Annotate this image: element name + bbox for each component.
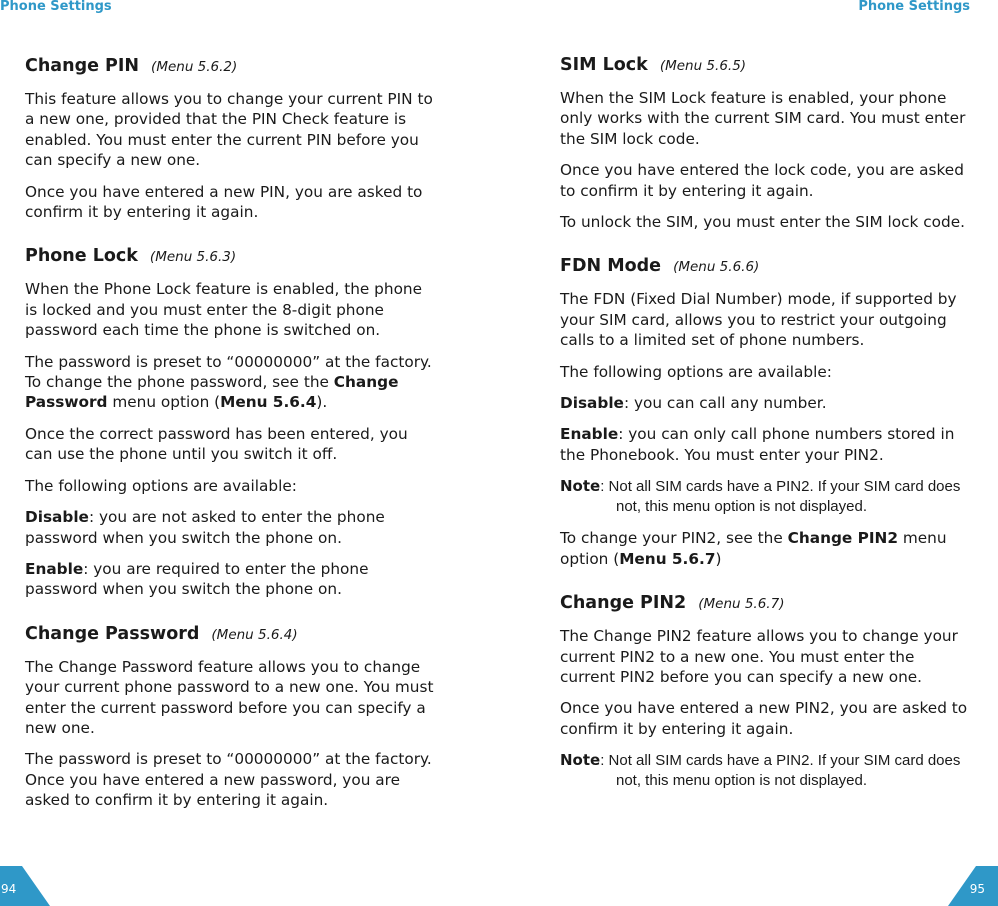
paragraph: The following options are available:	[25, 476, 297, 495]
note-text: : Not all SIM cards have a PIN2. If your SIM card does not, this menu option is not displayed.	[600, 478, 961, 516]
section-title: Phone Lock	[25, 246, 138, 267]
paragraph	[560, 528, 972, 569]
bold-menu-name: Change PIN2	[787, 529, 898, 548]
running-head-left: Phone Settings	[0, 0, 112, 14]
paragraph: To unlock the SIM, you must enter the SIM lock code.	[560, 213, 966, 232]
paragraph	[25, 352, 437, 413]
left-column	[25, 54, 437, 822]
menu-reference: (Menu 5.6.5)	[659, 58, 747, 74]
option-text: : you can only call phone numbers stored in the Phonebook. You must enter your PIN2.	[560, 425, 955, 464]
note-label: Note	[560, 477, 601, 496]
text-run: ).	[316, 393, 328, 412]
page-number-tab-left	[0, 866, 50, 906]
note	[560, 750, 972, 791]
paragraph: The Change PIN2 feature allows you to change your current PIN2 to a new one. You must enter the current PIN2 before you can specify a new one.	[560, 627, 958, 686]
section-heading-change-pin2	[560, 591, 972, 616]
menu-reference: (Menu 5.6.7)	[698, 596, 785, 613]
paragraph: The Change Password feature allows you to change your current phone password to a new one. You must enter the current password before you can specify a new one.	[25, 657, 434, 737]
option-label: Enable	[560, 425, 619, 444]
section-heading-change-pin	[25, 54, 437, 79]
right-column	[560, 53, 972, 802]
paragraph: Once the correct password has been entered, you can use the phone until you switch it off.	[25, 424, 408, 464]
note	[560, 476, 972, 517]
paragraph: When the Phone Lock feature is enabled, the phone is locked and you must enter the 8-digit phone password each time the phone is switched on.	[25, 280, 423, 340]
section-heading-fdn-mode	[560, 254, 972, 279]
paragraph: Once you have entered a new PIN, you are asked to confirm it by entering it again.	[25, 182, 423, 222]
right-page	[499, 0, 998, 906]
menu-reference: (Menu 5.6.6)	[673, 259, 760, 276]
page-number-tab-right	[948, 866, 998, 906]
paragraph: The password is preset to “00000000” at the factory. Once you have entered a new password, you are asked to confirm it by entering it again.	[25, 750, 432, 810]
note-text: : Not all SIM cards have a PIN2. If your SIM card does not, this menu option is not displayed.	[600, 752, 961, 790]
paragraph: When the SIM Lock feature is enabled, your phone only works with the current SIM card. You must enter the SIM lock code.	[560, 89, 966, 148]
paragraph: The FDN (Fixed Dial Number) mode, if supported by your SIM card, allows you to restrict your outgoing calls to a limited set of phone numbers.	[560, 290, 957, 350]
section-title: Change PIN	[25, 56, 140, 76]
option-text: : you can call any number.	[623, 394, 827, 413]
section-title: FDN Mode	[560, 256, 662, 277]
section-title: Change Password	[25, 623, 200, 644]
text-run: )	[715, 549, 722, 568]
option-label: Disable	[560, 394, 624, 413]
text-run: To change your PIN2, see the	[560, 529, 788, 548]
option-label: Enable	[25, 559, 84, 578]
menu-reference: (Menu 5.6.4)	[211, 626, 298, 643]
menu-reference: (Menu 5.6.3)	[149, 249, 237, 266]
section-heading-sim-lock	[560, 53, 972, 78]
section-title: Change PIN2	[560, 593, 687, 614]
paragraph: Once you have entered a new PIN2, you are asked to confirm it by entering it again.	[560, 699, 968, 738]
option-label: Disable	[25, 508, 89, 527]
option-disable	[25, 507, 437, 548]
section-heading-phone-lock	[25, 244, 437, 269]
bold-menu-name: Change Password	[25, 373, 399, 412]
option-disable	[560, 393, 972, 413]
paragraph: The following options are available:	[560, 362, 832, 381]
option-enable	[560, 424, 972, 465]
section-heading-change-password	[25, 622, 437, 647]
paragraph: Once you have entered the lock code, you are asked to confirm it by entering it again.	[560, 161, 964, 200]
text-run: menu option (	[560, 529, 947, 568]
bold-menu-number: Menu 5.6.4	[220, 393, 317, 412]
page-number: 94	[1, 882, 17, 896]
paragraph: This feature allows you to change your current PIN to a new one, provided that the PIN Check feature is enabled. You must enter the current PIN before you can specify a new one.	[25, 90, 433, 170]
running-head-right: Phone Settings	[858, 0, 970, 14]
text-run: menu option (	[107, 393, 221, 412]
text-run: The password is preset to “00000000” at the factory. To change the phone password, see the	[25, 352, 432, 392]
menu-reference: (Menu 5.6.2)	[151, 59, 238, 75]
option-text: : you are required to enter the phone password when you switch the phone on.	[25, 559, 369, 599]
page-number: 95	[969, 882, 985, 896]
section-title: SIM Lock	[560, 55, 648, 75]
option-text: : you are not asked to enter the phone password when you switch the phone on.	[25, 508, 385, 547]
note-label: Note	[560, 751, 601, 770]
option-enable	[25, 559, 437, 600]
bold-menu-number: Menu 5.6.7	[619, 549, 716, 568]
